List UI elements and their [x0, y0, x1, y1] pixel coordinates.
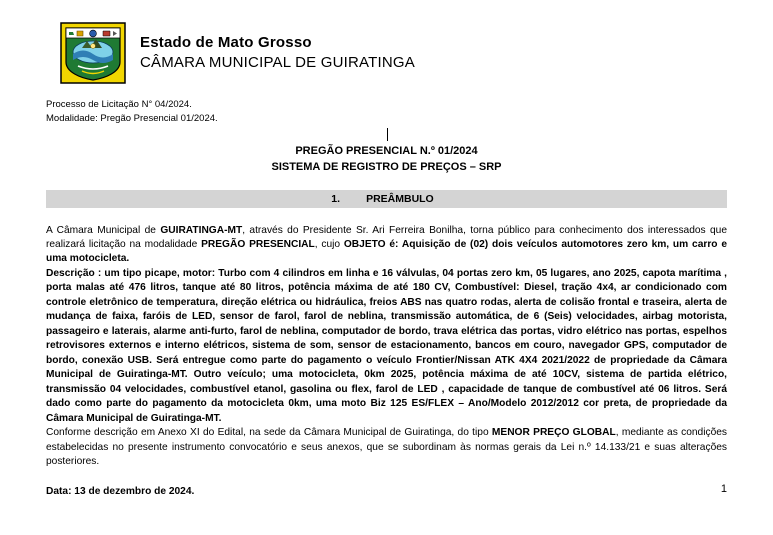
- title-line-1: PREGÃO PRESENCIAL N.º 01/2024: [295, 144, 478, 157]
- header-text-block: [140, 33, 415, 74]
- coat-of-arms-icon: [60, 22, 126, 84]
- document-date: Data: 13 de dezembro de 2024.: [46, 485, 195, 497]
- document-body: [46, 224, 727, 470]
- process-number: Processo de Licitação N° 04/2024.: [46, 99, 192, 110]
- section-title: PREÂMBULO: [366, 192, 434, 205]
- p3-criterion: MENOR PREÇO GLOBAL: [491, 427, 616, 439]
- p1-object: OBJETO é: Aquisição de (02) dois veículos automotores zero km, um carro e uma motocicleta.: [46, 238, 727, 265]
- p3-text-a: Conforme descrição em Anexo XI do Edital, na sede da Câmara Municipal de Guiratinga, do tipo: [46, 427, 492, 439]
- institution-name: CÂMARA MUNICIPAL DE GUIRATINGA: [140, 54, 415, 71]
- process-modality: Modalidade: Pregão Presencial 01/2024.: [46, 113, 218, 125]
- section-header-bar: [46, 190, 727, 208]
- p2-description: Descrição : um tipo picape, motor: Turbo com 4 cilindros em linha e 16 válvulas, 04 portas zero km, 05 lugares, ano 2025, capota marítima , porta malas até 476 litros, tanque até 80 litros, potência máxima de até 180 CV, Combustível: Diesel, tração 4x4, ar condicionado com controle eletrônico de temperatura, direção elétrica ou hidráulica, freios ABS nas quatro rodas, alerta de colisão frontal e traseira, alerta de mudança de faixa, faróis de LED, sensor de farol, farol de neblina, transmissão automática, de 6 (Seis) velocidades, airbag motorista, passageiro e laterais, alarme anti-furto, farol de neblina, computador de bordo, trava elétrica das portas, vidro elétrico nas portas, espelhos retrovisores externos e interno elétricos, sistema de som, sensor de estacionamento, bancos em couro, navegador GPS, computador de bordo, conexão USB. Será entregue como parte do pagamento o veículo Frontier/Nissan ATK 4X4 2021/2022 de propriedade da Câmara Municipal de Guiratinga-MT. Outro veículo; uma motocicleta, 0km 2025, potência máxima de até 10CV, sistema de partida elétrico, transmissão 04 velocidades, combustível etanol, gasolina ou flex, farol de LED , capacidade de tanque de combustível até 06 litros. Será dado como parte do pagamento da motocicleta 0km, uma moto Biz 125 ES/FLEX – Ano/Modelo 2012/2012 cor preta, de propriedade da Câmara Municipal de Guiratinga-MT.: [46, 267, 727, 424]
- document-title: [0, 143, 773, 176]
- p3-text-c: , mediante as condições estabelecidas no presente instrumento convocatório e seus anexos, que se subordinam às normas gerais da Lei n.º 14.133/21 e suas alterações posteriores.: [46, 427, 727, 468]
- p1-text-e: , cujo: [314, 238, 344, 250]
- paragraph-description: [46, 267, 727, 426]
- p1-modality: PREGÃO PRESENCIAL: [201, 238, 315, 250]
- state-name: Estado de Mato Grosso: [140, 33, 312, 51]
- title-line-2: SISTEMA DE REGISTRO DE PREÇOS – SRP: [271, 161, 502, 173]
- document-header: [0, 0, 773, 84]
- section-number: 1.: [331, 192, 341, 205]
- title-caret-mark: [387, 128, 388, 141]
- p1-text-a: A Câmara Municipal de: [46, 224, 161, 236]
- paragraph-conditions: [46, 426, 727, 469]
- page-number: 1: [720, 483, 727, 495]
- p1-text-c: , através do Presidente Sr. Ari Ferreira Bonilha, torna público para conhecimento dos interessados que realizará licitação na modalidade: [46, 224, 728, 250]
- process-meta: [46, 98, 773, 127]
- paragraph-object: [46, 224, 727, 267]
- p1-city: GUIRATINGA-MT: [160, 224, 243, 236]
